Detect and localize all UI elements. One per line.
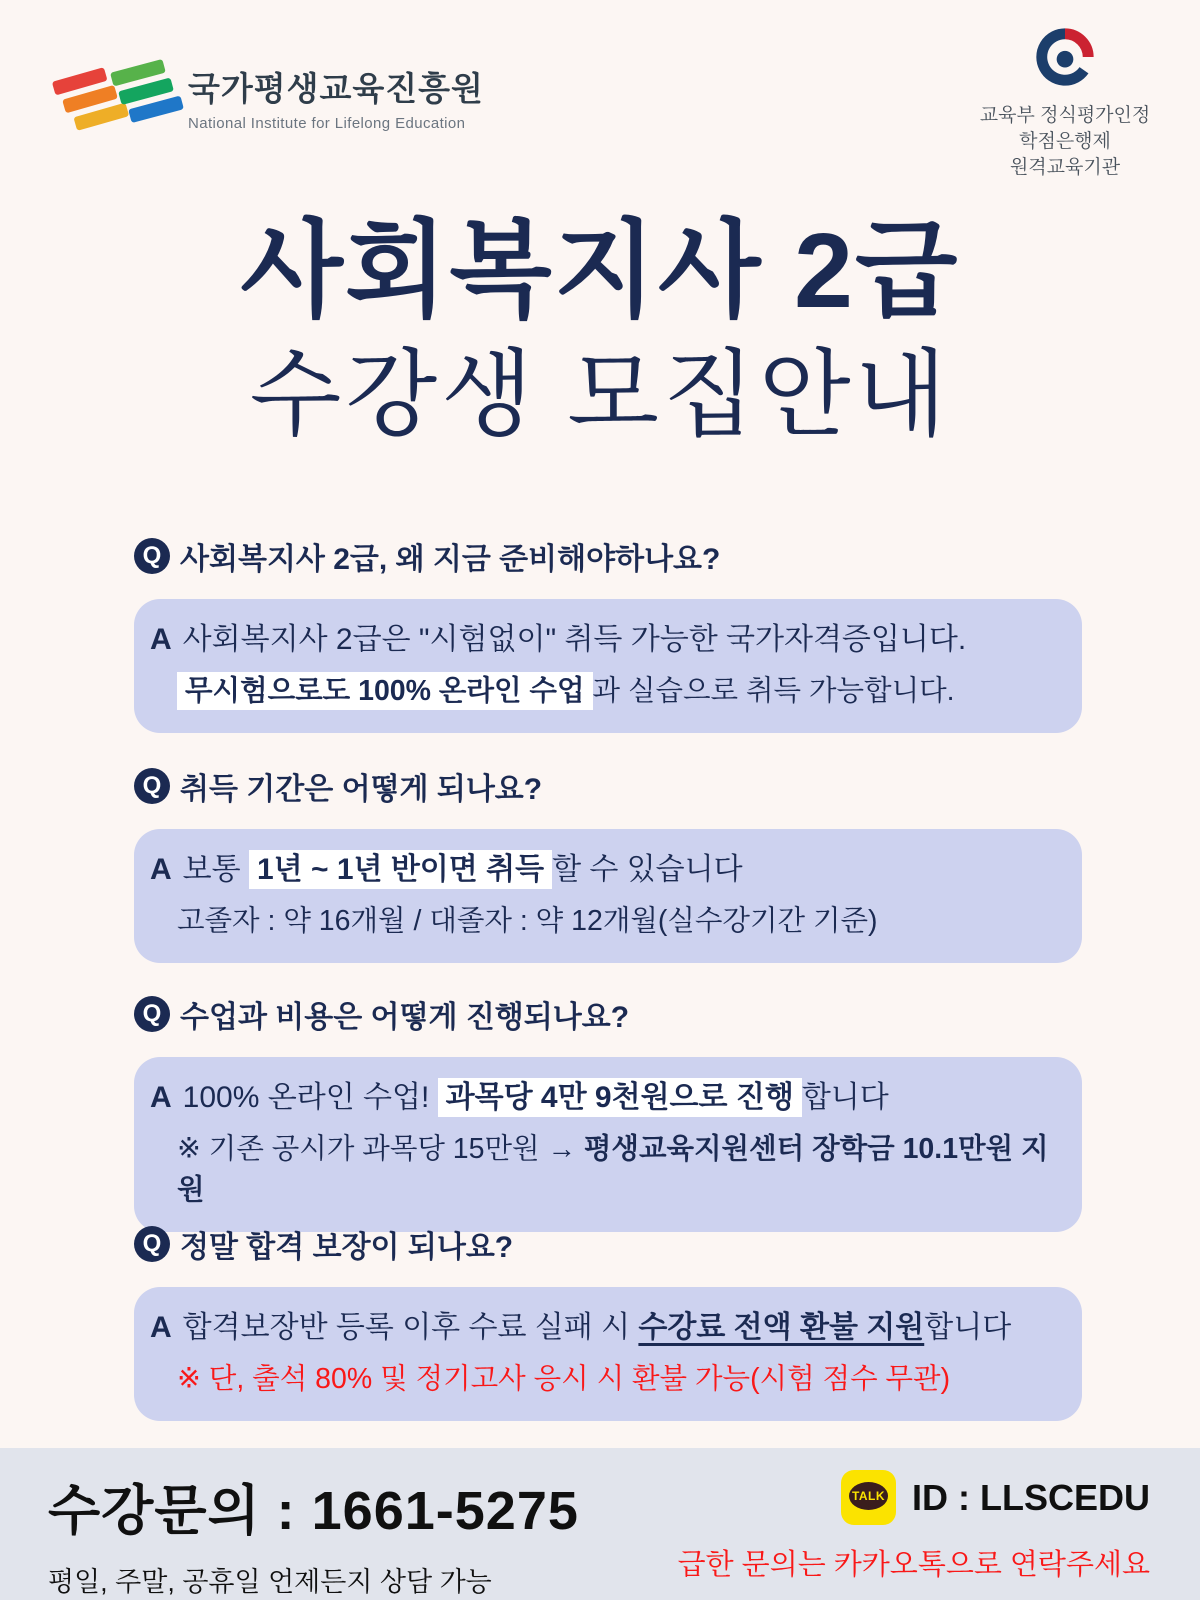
answer-line [177,901,1062,942]
poster-subtitle: 수강생 모집안내 [249,341,951,448]
answer-text: 합니다 [924,1311,1012,1344]
answer-prefix: A [150,853,172,886]
qa-section-guarantee [134,1222,1082,1421]
title-block [0,212,1200,447]
kakao-id: ID : LLSCEDU [912,1476,1150,1518]
accreditation-line: 원격교육기관 [1009,157,1121,178]
answer-prefix: A [150,1081,172,1114]
answer-underlined-text: 수강료 전액 환불 지원 [638,1311,925,1344]
answer-box [134,829,1082,963]
answer-box [134,599,1082,733]
footer [0,1448,1200,1600]
poster-title: 사회복지사 2급 [240,212,960,330]
government-emblem-icon [1036,28,1094,86]
question-text: 정말 합격 보장이 되나요? [180,1231,514,1264]
footer-contact [48,1468,579,1599]
question-icon: Q [134,996,170,1032]
answer-line [150,618,1062,662]
answer-box [134,1287,1082,1421]
kakaotalk-bubble: TALK [849,1482,888,1510]
consult-hours: 평일, 주말, 공휴일 언제든지 상담 가능 [48,1567,492,1597]
answer-line [177,1129,1062,1212]
institute-logo-icon [60,58,172,136]
answer-highlight: 무시험으로도 100% 온라인 수업 [177,672,593,710]
kakao-row [678,1470,1150,1525]
question-icon: Q [134,1226,170,1262]
answer-bold-text: 평생교육지원센터 장학금 10.1만원 지원 [177,1132,1049,1206]
accreditation-text [965,103,1165,181]
answer-box [134,1057,1082,1232]
question-text: 취득 기간은 어떻게 되나요? [180,773,543,806]
answer-line [150,1306,1062,1350]
qa-section-why-now [134,534,1082,733]
answer-text: 과 실습으로 취득 가능합니다. [592,674,955,707]
institute-logo-text [188,63,484,132]
footer-kakao [678,1470,1150,1583]
answer-line [150,848,1062,892]
kakaotalk-icon [841,1470,896,1525]
kakao-note: 급한 문의는 카카오톡으로 연락주세요 [677,1549,1150,1581]
answer-highlight: 과목당 4만 9천원으로 진행 [438,1078,802,1117]
answer-text: 보통 [182,853,249,886]
qa-section-duration [134,764,1082,963]
question-text: 사회복지사 2급, 왜 지금 준비해야하나요? [180,543,721,576]
answer-text: 100% 온라인 수업! [182,1081,438,1114]
answer-text: 고졸자 : 약 16개월 / 대졸자 : 약 12개월(실수강기간 기준) [177,904,878,937]
answer-text: 합격보장반 등록 이후 수료 실패 시 [182,1311,639,1344]
accreditation-badge [965,28,1165,181]
question-icon: Q [134,768,170,804]
answer-highlight: 1년 ~ 1년 반이면 취득 [249,850,552,889]
phone-number: 수강문의 : 1661-5275 [48,1481,579,1541]
question-icon: Q [134,538,170,574]
question-row [134,1222,1082,1266]
question-row [134,534,1082,578]
answer-text: 할 수 있습니다 [552,853,743,886]
answer-text: 사회복지사 2급은 "시험없이" 취득 가능한 국가자격증입니다. [182,623,967,656]
answer-text: 합니다 [801,1081,889,1114]
question-row [134,992,1082,1036]
accreditation-line: 교육부 정식평가인정 [979,105,1151,126]
institute-name-kr: 국가평생교육진흥원 [188,69,484,107]
answer-text: ※ 기존 공시가 과목당 15만원 → [177,1132,584,1165]
qa-section-cost [134,992,1082,1232]
question-row [134,764,1082,808]
question-text: 수업과 비용은 어떻게 진행되나요? [180,1001,630,1034]
institute-name-en: National Institute for Lifelong Education [188,114,466,132]
answer-prefix: A [150,623,172,656]
answer-line [177,671,1062,712]
answer-disclaimer: ※ 단, 출석 80% 및 정기고사 응시 시 환불 가능(시험 점수 무관) [177,1362,951,1395]
answer-prefix: A [150,1311,172,1344]
institute-logo [60,58,484,136]
answer-line [150,1076,1062,1120]
accreditation-line: 학점은행제 [1019,131,1111,152]
